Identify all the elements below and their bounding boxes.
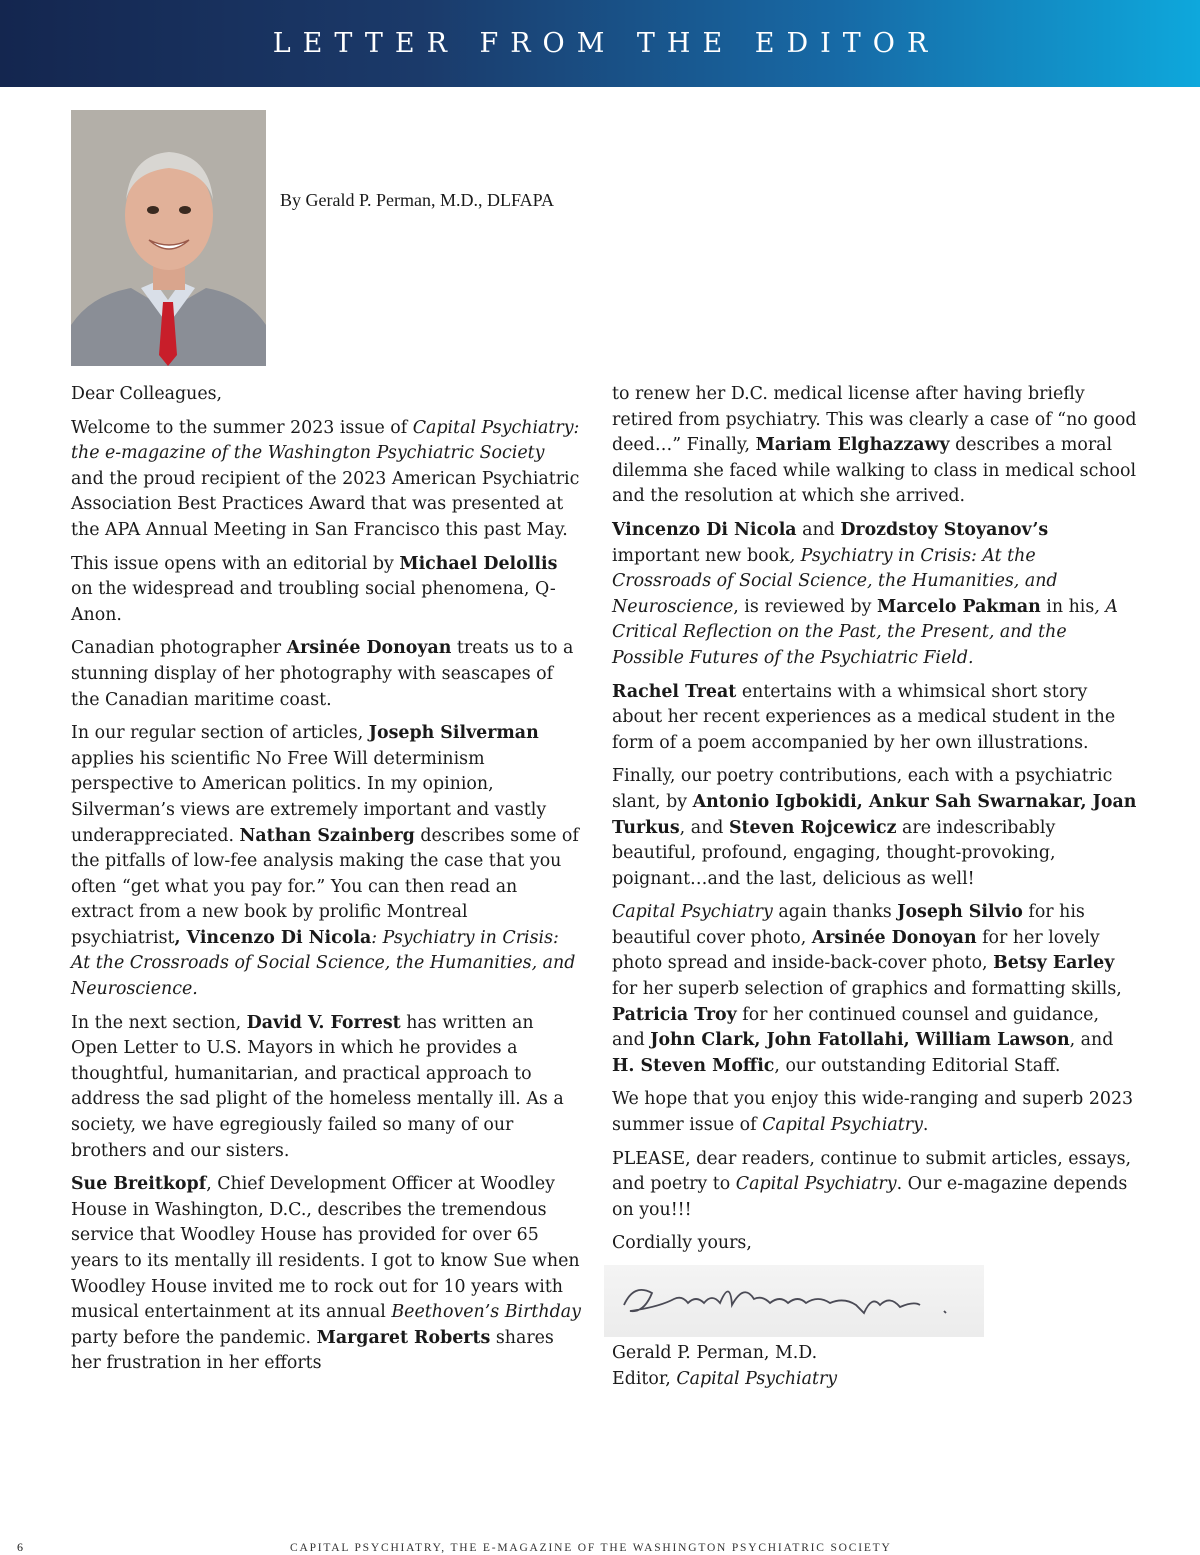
text-run: Finally, our poetry contributions, each with a psychiatric slant, by xyxy=(612,766,1113,812)
text-run: Nathan Szainberg xyxy=(239,825,415,846)
paragraph xyxy=(71,721,581,1003)
text-run: . xyxy=(922,1115,929,1136)
paragraph xyxy=(612,1231,1137,1257)
signature-image xyxy=(604,1265,984,1337)
text-run: Sue Breitkopf xyxy=(71,1174,207,1195)
text-run: shares her frustration in her efforts xyxy=(71,1327,554,1374)
text-run: and the proud recipient of the 2023 American Psychiatric Association Best Practices Award that was presented at the APA Annual Meeting in San Francisco this past May. xyxy=(71,468,580,540)
text-run: : Psychiatry in Crisis: At the Crossroads of Social Science, the Humanities, and Neuroscience. xyxy=(71,927,576,1000)
text-run: . Our e-magazine depends on you!!! xyxy=(612,1174,1128,1220)
text-run: , and xyxy=(1069,1030,1114,1051)
paragraph xyxy=(612,900,1137,1079)
paragraph xyxy=(71,1172,581,1377)
text-run: Michael Delollis xyxy=(399,553,558,574)
text-run: Joseph Silvio xyxy=(897,902,1023,923)
author-photo xyxy=(71,110,266,366)
paragraph xyxy=(612,382,1137,510)
text-run: , A Critical Reflection on the Past, the Present, and the Possible Futures of the Psychiatric Field. xyxy=(612,596,1118,668)
text-run: Welcome to the summer 2023 issue of xyxy=(71,417,413,438)
text-run: Capital Psychiatry xyxy=(762,1115,923,1136)
text-run: Rachel Treat xyxy=(612,681,737,702)
text-run: Arsinée Donoyan xyxy=(811,927,977,948)
text-run: for his beautiful cover photo, xyxy=(612,902,1085,948)
text-run: important new book xyxy=(612,545,790,566)
paragraph xyxy=(612,518,1137,672)
closing-title-prefix: Editor, xyxy=(612,1368,677,1389)
text-run: treats us to a stunning display of her photography with seascapes of the Canadian maritime coast. xyxy=(71,638,574,710)
text-run: Patricia Troy xyxy=(612,1004,737,1025)
text-run: describes a moral dilemma she faced while walking to class in medical school and the resolution at which she arrived. xyxy=(612,435,1137,507)
text-run: Capital Psychiatry xyxy=(612,902,773,923)
text-run: Antonio Igbokidi, Ankur Sah Swarnakar, Joan Turkus xyxy=(612,791,1137,838)
text-run: We hope that you enjoy this wide-ranging and superb 2023 summer issue of xyxy=(612,1089,1134,1136)
text-run: PLEASE, dear readers, continue to submit articles, essays, and poetry to xyxy=(612,1148,1132,1195)
paragraph xyxy=(71,1011,581,1165)
text-run: , Psychiatry in Crisis: At the Crossroads of Social Science, the Humanities, and Neuroscience xyxy=(612,545,1058,617)
paragraph xyxy=(71,382,581,408)
text-run: party before the pandemic. xyxy=(71,1327,317,1348)
paragraph xyxy=(612,680,1137,757)
text-run: for her continued counsel and guidance, and xyxy=(612,1004,1099,1051)
text-run: David V. Forrest xyxy=(246,1012,401,1033)
text-run: , Vincenzo Di Nicola xyxy=(174,927,372,948)
text-run: Cordially yours, xyxy=(612,1233,752,1254)
left-column xyxy=(71,382,581,1385)
text-run: describes some of the pitfalls of low-fee analysis making the case that you often “get what you pay for.” You can then read an extract from a new book by prolific Montreal psychiatrist xyxy=(71,825,579,948)
text-run: are indescribably beautiful, profound, engaging, thought-provoking, poignant…and the last, delicious as well! xyxy=(612,817,1056,889)
right-column xyxy=(612,382,1137,1392)
text-run: for her superb selection of graphics and formatting skills, xyxy=(612,979,1122,1000)
closing-title-publication: Capital Psychiatry xyxy=(676,1368,838,1389)
text-run: Betsy Earley xyxy=(993,953,1115,974)
text-run: Marcelo Pakman xyxy=(876,596,1041,617)
text-run: , Chief Development Officer at Woodley House in Washington, D.C., describes the tremendous service that Woodley House has provided for over 65 years to its mentally ill residents. I got to know Sue when Woodley House invited me to rock out for 10 years with musical entertainment at its annual xyxy=(71,1174,580,1323)
text-run: Arsinée Donoyan xyxy=(286,638,452,659)
text-run: , and xyxy=(679,817,729,838)
page-number: 6 xyxy=(17,1540,23,1554)
portrait-illustration xyxy=(71,110,266,366)
paragraph xyxy=(71,552,581,629)
text-run: Steven Rojcewicz xyxy=(728,817,897,838)
signature-icon xyxy=(604,1265,984,1337)
closing-title xyxy=(612,1367,1137,1393)
text-run: to renew her D.C. medical license after having briefly retired from psychiatry. This was clearly a case of “no good deed…” Finally, xyxy=(612,384,1137,456)
byline: By Gerald P. Perman, M.D., DLFAPA xyxy=(280,190,555,210)
text-run: Joseph Silverman xyxy=(368,723,539,744)
paragraph xyxy=(71,636,581,713)
paragraph xyxy=(71,416,581,544)
paragraph xyxy=(612,1087,1137,1138)
text-run: , is reviewed by xyxy=(733,596,877,617)
text-run: entertains with a whimsical short story about her recent experiences as a medical student in the form of a poem accompanied by her own illustrations. xyxy=(612,681,1116,753)
text-run: and xyxy=(796,519,841,540)
text-run: Dear Colleagues, xyxy=(71,384,223,404)
text-run: This issue opens with an editorial by xyxy=(71,553,400,574)
text-run: Beethoven’s Birthday xyxy=(391,1302,581,1323)
text-run: Margaret Roberts xyxy=(316,1327,491,1348)
text-run: applies his scientific No Free Will determinism perspective to American politics. In my opinion, Silverman’s views are extremely important and vastly underappreciated. xyxy=(71,748,547,846)
text-run: In our regular section of articles, xyxy=(71,723,369,744)
text-run: Mariam Elghazzawy xyxy=(755,435,950,456)
paragraph xyxy=(612,764,1137,892)
text-run: Vincenzo Di Nicola xyxy=(612,519,797,540)
text-run: in his xyxy=(1040,596,1095,617)
text-run: Drozdstoy Stoyanov’s xyxy=(840,519,1049,540)
text-run: has written an Open Letter to U.S. Mayors in which he provides a thoughtful, humanitarian, and practical approach to address the sad plight of the homeless mentally ill. As a society, we have egregiously failed so many of our brothers and our sisters. xyxy=(71,1012,564,1161)
paragraph xyxy=(612,1147,1137,1224)
footer-text: CAPITAL PSYCHIATRY, THE E-MAGAZINE OF THE WASHINGTON PSYCHIATRIC SOCIETY xyxy=(290,1542,892,1554)
text-run: for her lovely photo spread and inside-back-cover photo, xyxy=(612,927,1100,974)
right-column-paragraphs xyxy=(612,382,1137,1257)
text-run: In the next section, xyxy=(71,1012,247,1033)
text-run: again thanks xyxy=(772,902,898,923)
text-run: Canadian photographer xyxy=(71,638,287,659)
text-run: Capital Psychiatry xyxy=(735,1174,897,1195)
text-run: Capital Psychiatry: the e-magazine of the Washington Psychiatric Society xyxy=(71,417,580,464)
page-title: LETTER FROM THE EDITOR xyxy=(272,28,940,59)
closing-name: Gerald P. Perman, M.D. xyxy=(612,1343,818,1363)
header-banner xyxy=(0,0,1200,87)
text-run: H. Steven Moffic xyxy=(612,1055,775,1076)
text-run: , our outstanding Editorial Staff. xyxy=(774,1055,1061,1076)
text-run: John Clark, John Fatollahi, William Lawson xyxy=(650,1030,1070,1051)
text-run: on the widespread and troubling social phenomena, Q-Anon. xyxy=(71,579,556,625)
